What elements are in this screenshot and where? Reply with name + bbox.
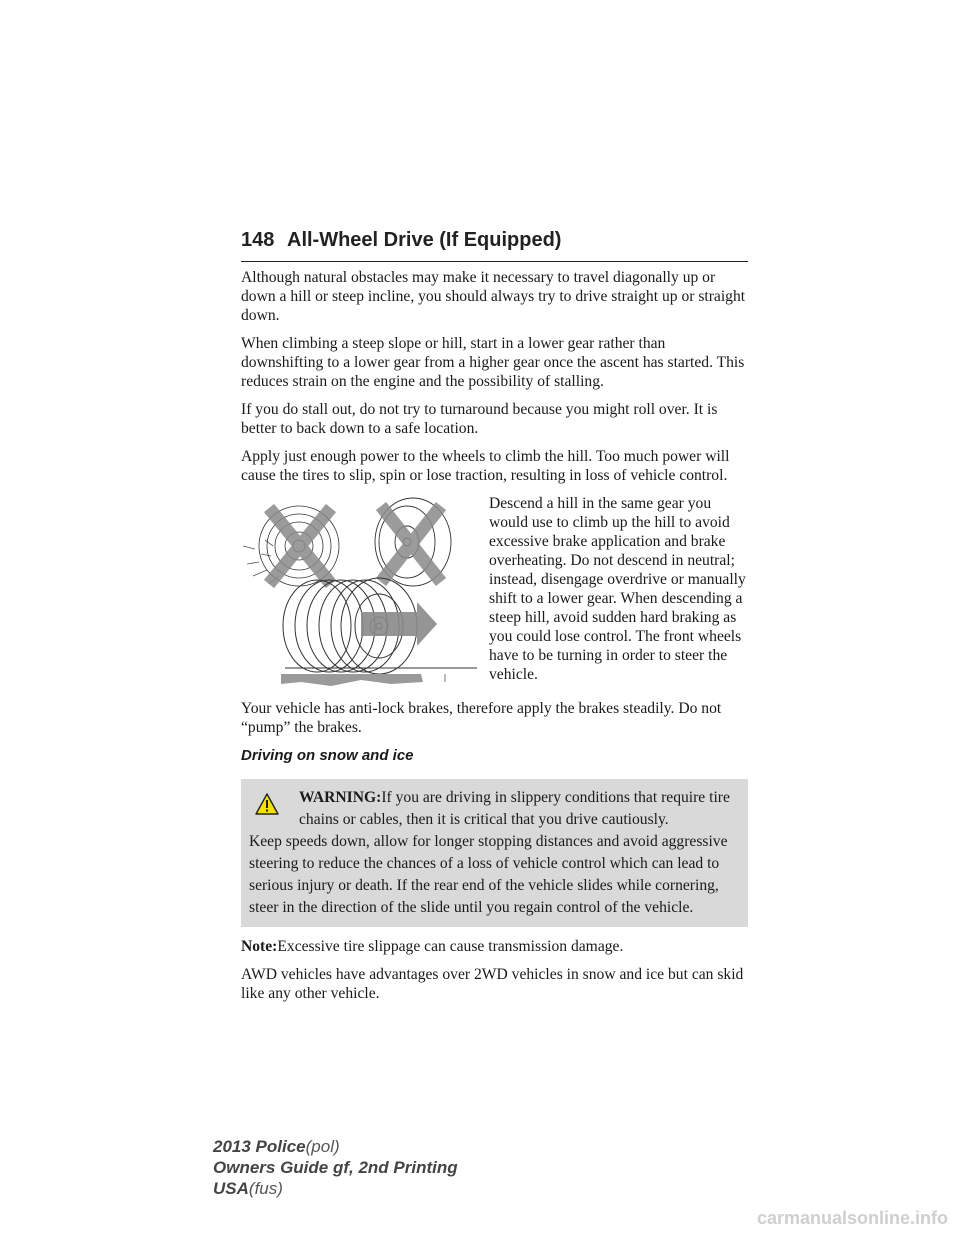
figure-side-text: Descend a hill in the same gear you would use to climb up the hill to avoid excessive brake application and brake overheating. Do not descend in neutral; instead, disengage overdrive or manually shift to a lower gear. When descending a steep hill, avoid sudden hard braking as you could lose control. The front wheels have to be turning in order to steer the vehicle. [489,495,746,683]
warning-text: Keep speeds down, allow for longer stopping distances and avoid aggressive steering to reduce the chances of a loss of vehicle control which can lead to serious injury or death. If the rear end of the vehicle slides while cornering, steer in the direction of the slide until you regain control of the vehicle. [249,833,728,916]
paragraph-awd: AWD vehicles have advantages over 2WD vehicles in snow and ice but can skid like any other vehicle. [241,966,744,1002]
warning-box [241,779,748,927]
warning-first-lines [295,787,740,831]
subheading-snow-ice: Driving on snow and ice [241,747,414,764]
page-number: 148 [241,229,275,251]
footer-region: USA [213,1179,249,1198]
warning-label: WARNING: [299,789,382,806]
paragraph-stall: If you do stall out, do not try to turnaround because you might roll over. It is better to back down to a safe location. [241,401,718,437]
warning-first-text: If you are driving in slippery conditions that require tire chains or cables, then it is critical that you drive cautiously. [299,789,730,828]
paragraph-climbing: When climbing a steep slope or hill, start in a lower gear rather than downshifting to a lower gear from a higher gear once the ascent has started. This reduces strain on the engine and the possibility of stalling. [241,335,745,390]
paragraph-diagonal: Although natural obstacles may make it necessary to travel diagonally up or down a hill or steep incline, you should always try to drive straight up or straight down. [241,269,746,324]
paragraph-brakes: Your vehicle has anti-lock brakes, therefore apply the brakes steadily. Do not “pump” the brakes. [241,700,722,736]
footer-model: 2013 Police [213,1137,306,1156]
footer-model-code: (pol) [305,1137,340,1156]
paragraph-power: Apply just enough power to the wheels to climb the hill. Too much power will cause the tires to slip, spin or lose traction, resulting in loss of vehicle control. [241,448,730,484]
footer-guide: Owners Guide gf, 2nd Printing [213,1158,458,1177]
note-text: Excessive tire slippage can cause transmission damage. [277,938,624,955]
note [241,937,751,956]
document-footer [213,1136,458,1199]
note-label: Note: [241,938,278,955]
section-title: All-Wheel Drive (If Equipped) [287,229,562,251]
footer-region-code: (fus) [248,1179,283,1198]
tire-slip-illustration [241,494,477,690]
watermark: carmanualsonline.info [756,1208,948,1228]
warning-triangle-icon [249,787,295,831]
page-content [241,268,751,1012]
figure-block [241,494,751,690]
page-header [241,229,748,262]
